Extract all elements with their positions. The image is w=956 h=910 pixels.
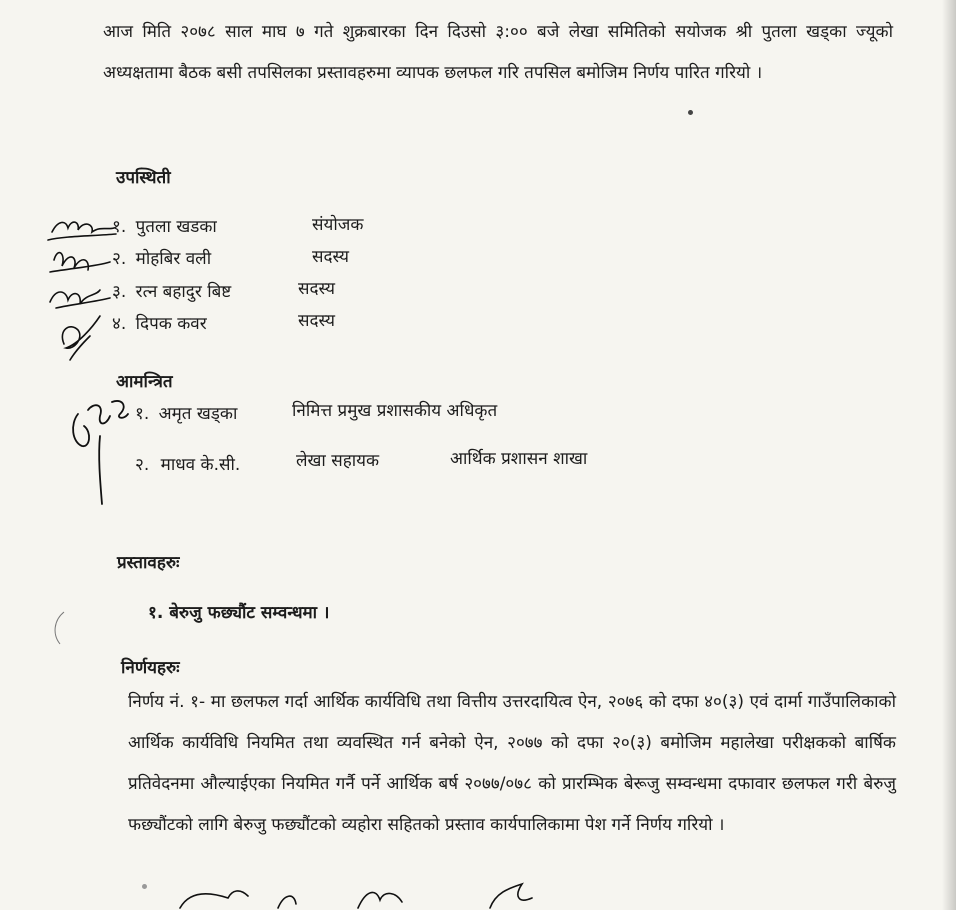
- invited-heading: आमन्त्रित: [116, 372, 173, 392]
- invited-role: निमित्त प्रमुख प्रशासकीय अधिकृत: [292, 401, 498, 421]
- attendance-row: [112, 311, 207, 334]
- proposal-item: १. बेरुजु फछ्यौंट सम्वन्धमा ।: [148, 603, 330, 623]
- page-edge-shadow: [942, 0, 956, 910]
- attendance-number: ३.: [112, 282, 127, 302]
- invited-number: १.: [135, 404, 150, 424]
- proposals-heading: प्रस्तावहरुः: [117, 553, 180, 573]
- ink-speck: [142, 884, 147, 889]
- invited-name: अमृत खड्का: [158, 404, 238, 424]
- attendance-name: पुतला खडका: [135, 217, 217, 237]
- attendance-row: [112, 279, 231, 302]
- attendance-row: [112, 214, 217, 237]
- attendance-number: ४.: [112, 314, 127, 334]
- invited-row: [135, 401, 237, 424]
- signature-mark-invited: [64, 396, 140, 508]
- attendance-heading: उपस्थिती: [116, 168, 171, 188]
- signature-marks-bottom: [170, 878, 550, 910]
- invited-branch: आर्थिक प्रशासन शाखा: [450, 449, 588, 469]
- ink-speck: [688, 110, 693, 115]
- paper-mark: [48, 610, 68, 646]
- intro-paragraph: आज मिति २०७८ साल माघ ७ गते शुक्रबारका दिन दिउसो ३:०० बजे लेखा समितिको सयोजक श्री पुतला खड्का ज्यूको अध्यक्षतामा बैठक बसी तपसिलका प्रस्तावहरुमा व्यापक छलफल गरि तपसिल बमोजिम निर्णय पारित गरियो ।: [103, 22, 893, 83]
- attendance-name: मोहबिर वली: [135, 249, 212, 269]
- attendance-name: दिपक कवर: [135, 314, 207, 334]
- attendance-row: [112, 246, 211, 269]
- signature-marks-attendance: [44, 210, 127, 370]
- attendance-number: १.: [112, 217, 127, 237]
- attendance-role: सदस्य: [298, 279, 335, 299]
- attendance-name: रत्न बहादुर बिष्ट: [135, 282, 232, 302]
- attendance-role: सदस्य: [312, 247, 349, 267]
- attendance-number: २.: [112, 249, 127, 269]
- invited-role: लेखा सहायक: [296, 451, 380, 471]
- decision-paragraph: निर्णय नं. १- मा छलफल गर्दा आर्थिक कार्यविधि तथा वित्तीय उत्तरदायित्व ऐन, २०७६ को दफा ४०(३) एवं दार्मा गाउँपालिकाको आर्थिक कार्यविधि नियमित तथा व्यवस्थित गर्न बनेको ऐन, २०७७ को दफा २०(३) बमोजिम महालेखा परीक्षकको बार्षिक प्रतिवेदनमा औल्याईएका नियमित गर्नै पर्ने आर्थिक बर्ष २०७७/०७८ को प्रारम्भिक बेरूजु सम्वन्धमा दफावार छलफल गरी बेरुजु फछ्यौंटको लागि बेरुजु फछ्यौंटको व्यहोरा सहितको प्रस्ताव कार्यपालिकामा पेश गर्ने निर्णय गरियो ।: [128, 692, 896, 835]
- invited-number: २.: [135, 455, 150, 475]
- decisions-heading: निर्णयहरुः: [121, 658, 180, 678]
- invited-row: [135, 452, 240, 475]
- attendance-role: संयोजक: [312, 215, 364, 235]
- attendance-role: सदस्य: [298, 311, 335, 331]
- invited-name: माधव के.सी.: [160, 455, 241, 475]
